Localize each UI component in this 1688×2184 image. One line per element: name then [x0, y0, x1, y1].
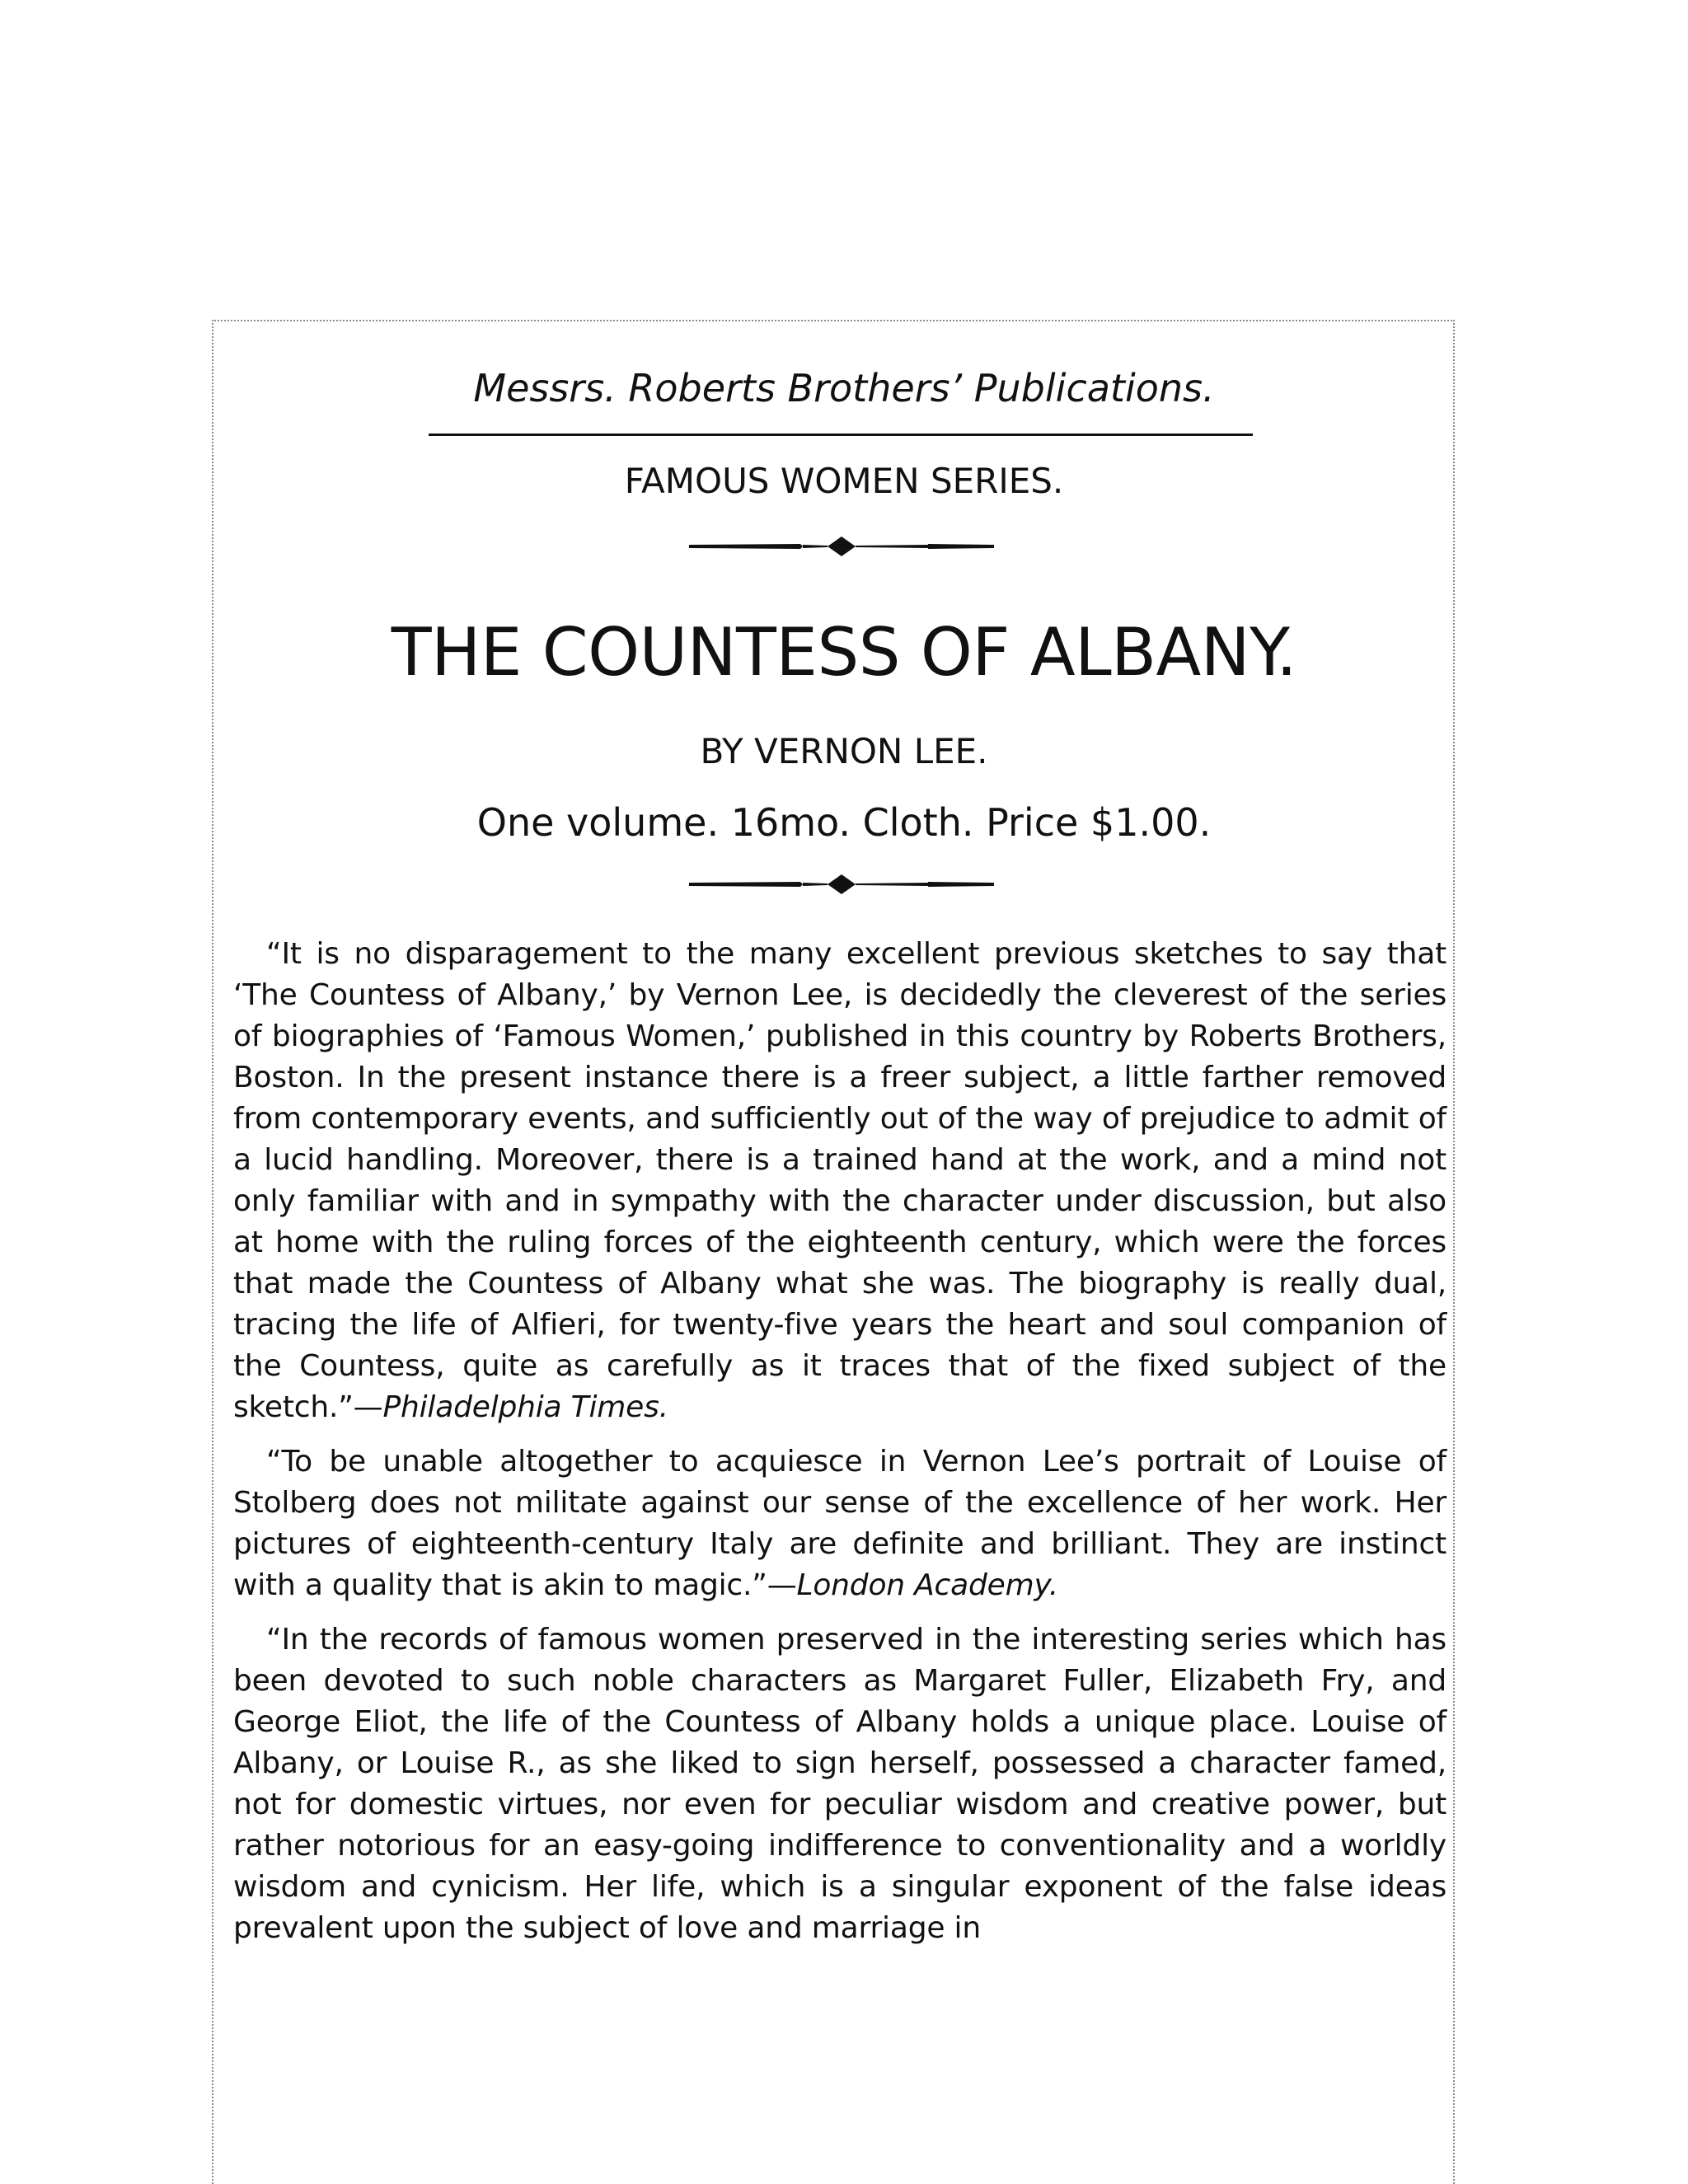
- review-quote: [233, 1441, 1447, 1606]
- review-quote: [233, 1619, 1447, 1949]
- review-source: London Academy.: [796, 1568, 1059, 1602]
- review-text: “In the records of famous women preserved in the interesting series which has been devoted to such noble characters as Margaret Fuller, Elizabeth Fry, and George Eliot, the life of the Countess of Albany holds a unique place. Louise of Albany, or Louise R., as she liked to sign herself, possessed a character famed, not for domestic virtues, nor even for peculiar wisdom and creative power, but rather notorious for an easy-going indifference to conventionality and a worldly wisdom and cynicism. Her life, which is a singular exponent of the false ideas prevalent upon the subject of love and marriage in: [233, 1623, 1447, 1945]
- ornament-divider: [689, 868, 994, 901]
- review-text: “To be unable altogether to acquiesce in Vernon Lee’s portrait of Louise of Stolberg does not militate against our sense of the excellence of her work. Her pictures of eighteenth-century Italy are definite and brilliant. They are instinct with a quality that is akin to magic.”—: [233, 1445, 1447, 1602]
- publisher-heading: Messrs. Roberts Brothers’ Publications.: [473, 366, 1215, 410]
- ornament-divider: [689, 530, 994, 563]
- review-quote: [233, 934, 1447, 1428]
- heading-rule: [429, 434, 1253, 436]
- book-title: THE COUNTESS OF ALBANY.: [391, 614, 1297, 691]
- review-text: “It is no disparagement to the many excellent previous sketches to say that ‘The Countess of Albany,’ by Vernon Lee, is decidedly the cleverest of the series of biographies of ‘Famous Women,’ published in this country by Roberts Brothers, Boston. In the present instance there is a freer subject, a little farther removed from contemporary events, and sufficiently out of the way of prejudice to admit of a lucid handling. Moreover, there is a trained hand at the work, and a mind not only familiar with and in sympathy with the character under discussion, but also at home with the ruling forces of the eighteenth century, which were the forces that made the Countess of Albany what she was. The biography is really dual, tracing the life of Alfieri, for twenty-five years the heart and soul companion of the Countess, quite as carefully as it traces that of the fixed subject of the sketch.”—: [233, 937, 1447, 1424]
- book-author: BY VERNON LEE.: [700, 731, 988, 771]
- review-source: Philadelphia Times.: [382, 1390, 668, 1424]
- reviews-section: [233, 934, 1447, 1962]
- series-heading: FAMOUS WOMEN SERIES.: [624, 461, 1064, 501]
- book-details: One volume. 16mo. Cloth. Price $1.00.: [476, 800, 1212, 845]
